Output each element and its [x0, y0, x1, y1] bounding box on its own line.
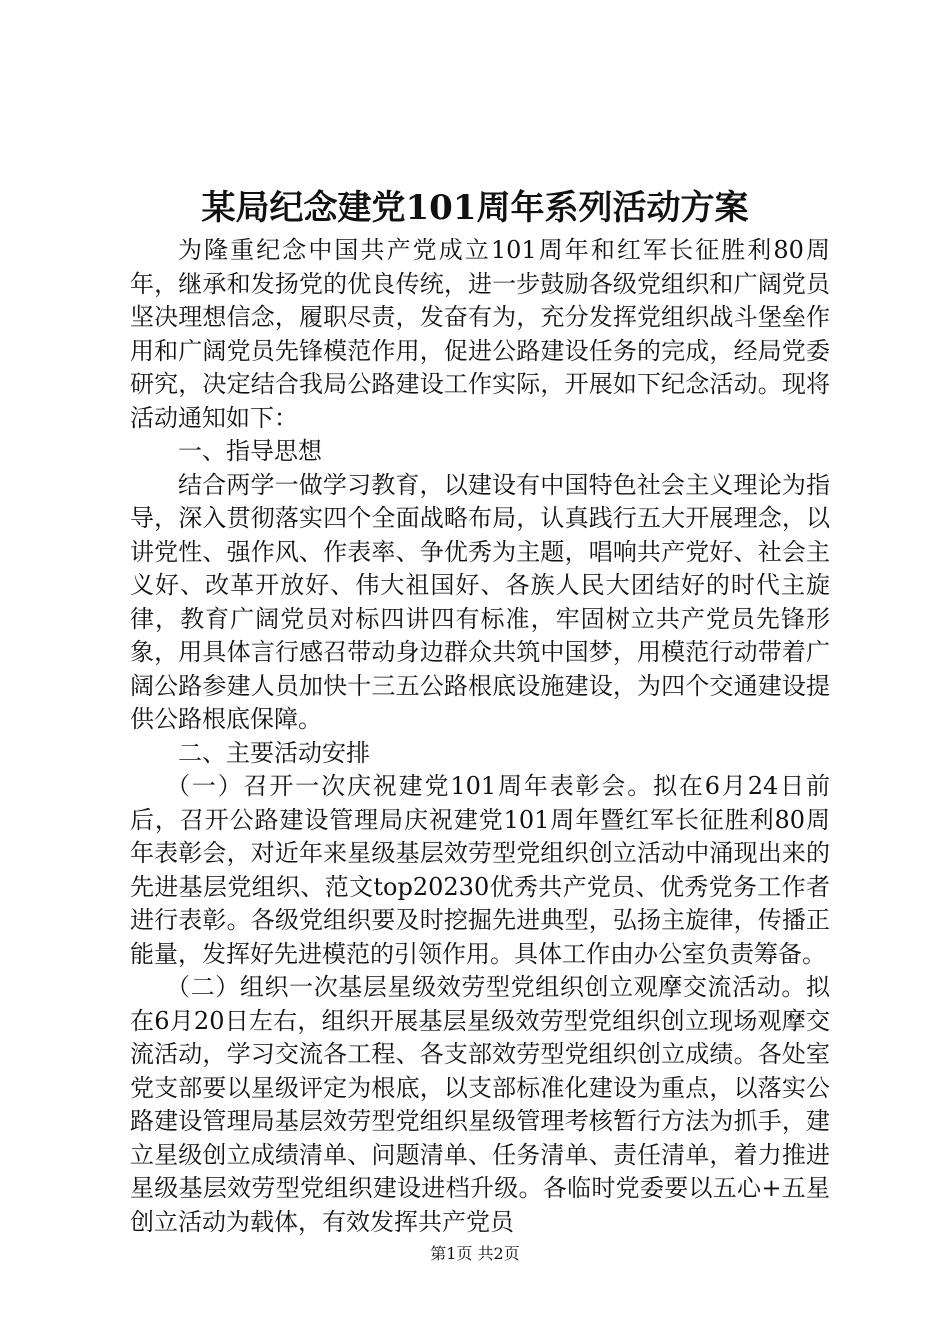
- document-title: 某局纪念建党101周年系列活动方案: [201, 188, 749, 228]
- page-footer: 第1页 共2页: [430, 1244, 520, 1263]
- intro-paragraph: 为隆重纪念中国共产党成立101周年和红军长征胜利80周年，继承和发扬党的优良传统，进一步鼓励各级党组织和广阔党员坚决理想信念，履职尽责，发奋有为，充分发挥党组织战斗堡垒作用和广阔党员先锋模范作用，促进公路建设任务的完成，经局党委研究，决定结合我局公路建设工作实际，开展如下纪念活动。现将活动通知如下：: [130, 236, 830, 432]
- activity-item-1: （一）召开一次庆祝建党101周年表彰会。拟在6月24日前后，召开公路建设管理局庆祝建党101周年暨红军长征胜利80周年表彰会，对近年来星级基层效劳型党组织创立活动中涌现出来的先进基层党组织、范文top20230优秀共产党员、优秀党务工作者进行表彰。各级党组织要及时挖掘先进典型，弘扬主旋律，传播正能量，发挥好先进模范的引领作用。具体工作由办公室负责筹备。: [130, 772, 830, 968]
- activity-item-2: （二）组织一次基层星级效劳型党组织创立观摩交流活动。拟在6月20日左右，组织开展基层星级效劳型党组织创立现场观摩交流活动，学习交流各工程、各支部效劳型党组织创立成绩。各处室党支部要以星级评定为根底，以支部标准化建设为重点，以落实公路建设管理局基层效劳型党组织星级管理考核暂行方法为抓手，建立星级创立成绩清单、问题清单、任务清单、责任清单，着力推进星级基层效劳型党组织建设进档升级。各临时党委要以五心+五星创立活动为载体，有效发挥共产党员: [130, 973, 830, 1236]
- section-heading-guiding-thought: 一、指导思想: [178, 437, 322, 465]
- section-heading-main-activities: 二、主要活动安排: [178, 738, 370, 767]
- document-body: [130, 234, 830, 1239]
- guiding-thought-paragraph: 结合两学一做学习教育，以建设有中国特色社会主义理论为指导，深入贯彻落实四个全面战略布局，认真践行五大开展理念，以讲党性、强作风、作表率、争优秀为主题，唱响共产党好、社会主义好、改革开放好、伟大祖国好、各族人民大团结好的时代主旋律，教育广阔党员对标四讲四有标准，牢固树立共产党员先锋形象，用具体言行感召带动身边群众共筑中国梦，用模范行动带着广阔公路参建人员加快十三五公路根底设施建设，为四个交通建设提供公路根底保障。: [130, 470, 830, 733]
